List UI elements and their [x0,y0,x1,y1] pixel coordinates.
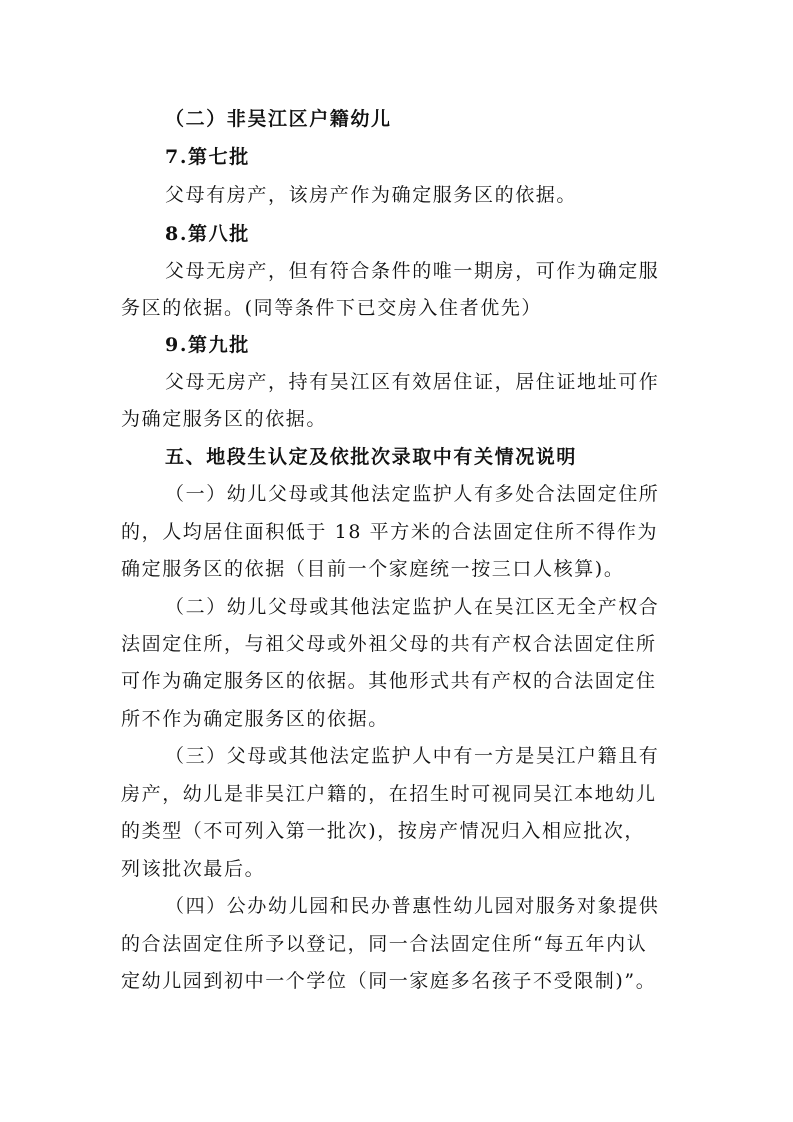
para-3-line-1: （三）父母或其他法定监护人中有一方是吴江户籍且有 [165,745,660,767]
batch-8-line-1: 父母无房产，但有符合条件的唯一期房，可作为确定服 [165,260,660,282]
para-1-line-2: 的，人均居住面积低于 18 平方米的合法固定住所不得作为 [121,521,659,543]
batch-9-line-1: 父母无房产，持有吴江区有效居住证，居住证地址可作 [165,371,660,393]
section-2-title: （二）非吴江区户籍幼儿 [165,108,392,130]
para-4-line-2: 的合法固定住所予以登记，同一合法固定住所“每五年内认 [121,933,648,955]
batch-9-title: 9.第九批 [165,334,250,356]
batch-7-title: 7.第七批 [165,146,250,168]
para-1-line-1: （一）幼儿父母或其他法定监护人有多处合法固定住所 [165,483,660,505]
para-2-line-4: 所不作为确定服务区的依据。 [121,708,389,730]
para-3-line-4: 列该批次最后。 [121,858,266,880]
para-2-line-2: 法固定住所，与祖父母或外祖父母的共有产权合法固定住所 [121,633,657,655]
batch-8-line-2: 务区的依据。(同等条件下已交房入住者优先） [121,297,543,319]
para-4-line-3: 定幼儿园到初中一个学位（同一家庭多名孩子不受限制)”。 [121,970,657,992]
para-4-line-1: （四）公办幼儿园和民办普惠性幼儿园对服务对象提供 [165,895,660,917]
para-1-line-3: 确定服务区的依据（目前一个家庭统一按三口人核算)。 [121,558,625,580]
batch-8-title: 8.第八批 [165,223,250,245]
para-3-line-3: 的类型（不可列入第一批次)，按房产情况归入相应批次， [121,820,646,842]
batch-7-text: 父母有房产，该房产作为确定服务区的依据。 [165,184,578,206]
para-3-line-2: 房产，幼儿是非吴江户籍的，在招生时可视同吴江本地幼儿 [121,783,657,805]
para-2-line-1: （二）幼儿父母或其他法定监护人在吴江区无全产权合 [165,596,660,618]
batch-9-line-2: 为确定服务区的依据。 [121,408,328,430]
section-5-title: 五、地段生认定及依批次录取中有关情况说明 [165,446,578,468]
para-2-line-3: 可作为确定服务区的依据。其他形式共有产权的合法固定住 [121,670,657,692]
